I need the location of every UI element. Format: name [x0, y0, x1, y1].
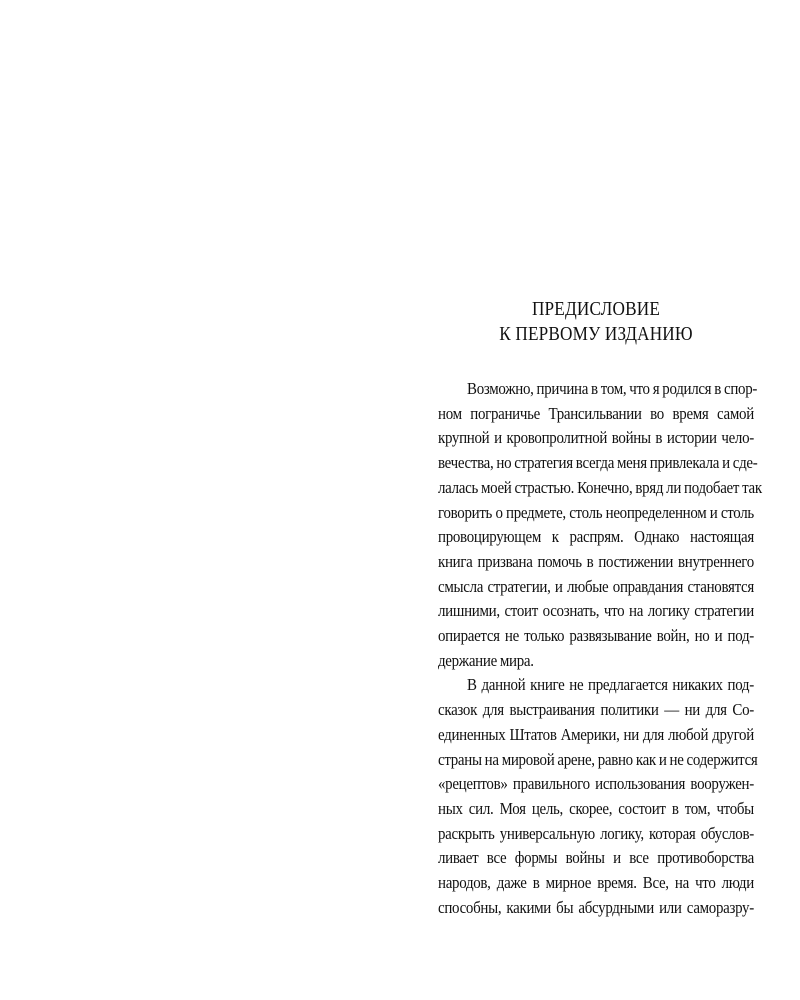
- paragraph-2: [438, 673, 758, 920]
- text-line: «рецептов» правильного использования вооружен-: [438, 774, 754, 794]
- text-line: держание мира.: [438, 650, 534, 670]
- text-line: книга призвана помочь в постижении внутреннего: [438, 551, 754, 571]
- text-line: народов, даже в мирное время. Все, на что люди: [438, 873, 754, 893]
- text-line: говорить о предмете, столь неопределенном и столь: [438, 502, 754, 522]
- text-line: В данной книге не предлагается никаких под-: [467, 675, 754, 695]
- text-line: опирается не только развязывание войн, но и под-: [438, 626, 754, 646]
- text-line: смысла стратегии, и любые оправдания становятся: [438, 576, 754, 596]
- paragraph-1: [438, 377, 762, 673]
- text-line: крупной и кровопролитной войны в истории чело-: [438, 428, 754, 448]
- text-line: ных сил. Моя цель, скорее, состоит в том, чтобы: [438, 798, 754, 818]
- text-line: провоцирующем к распрям. Однако настоящая: [438, 527, 754, 547]
- text-line: ливает все формы войны и все противоборства: [438, 848, 754, 868]
- heading-line-1: ПРЕДИСЛОВИЕ: [531, 298, 661, 320]
- text-line: способны, какими бы абсурдными или саморазру-: [438, 897, 754, 917]
- body-text: [438, 377, 762, 920]
- page-content: [438, 297, 762, 920]
- text-line: ном пограничье Трансильвании во время самой: [438, 403, 754, 423]
- text-line: лалась моей страстью. Конечно, вряд ли подобает так: [438, 477, 762, 497]
- text-line: Возможно, причина в том, что я родился в спор-: [467, 379, 758, 398]
- text-line: раскрыть универсальную логику, которая обуслов-: [438, 823, 754, 843]
- text-line: сказок для выстраивания политики — ни для Со-: [438, 700, 754, 720]
- heading-line-2: К ПЕРВОМУ ИЗДАНИЮ: [499, 323, 693, 345]
- text-line: вечества, но стратегия всегда меня привлекала и сде-: [438, 453, 758, 473]
- text-line: страны на мировой арене, равно как и не содержится: [438, 749, 758, 769]
- text-line: единенных Штатов Америки, ни для любой другой: [438, 724, 754, 744]
- chapter-heading: [460, 297, 732, 347]
- text-line: лишними, стоит осознать, что на логику стратегии: [438, 601, 754, 621]
